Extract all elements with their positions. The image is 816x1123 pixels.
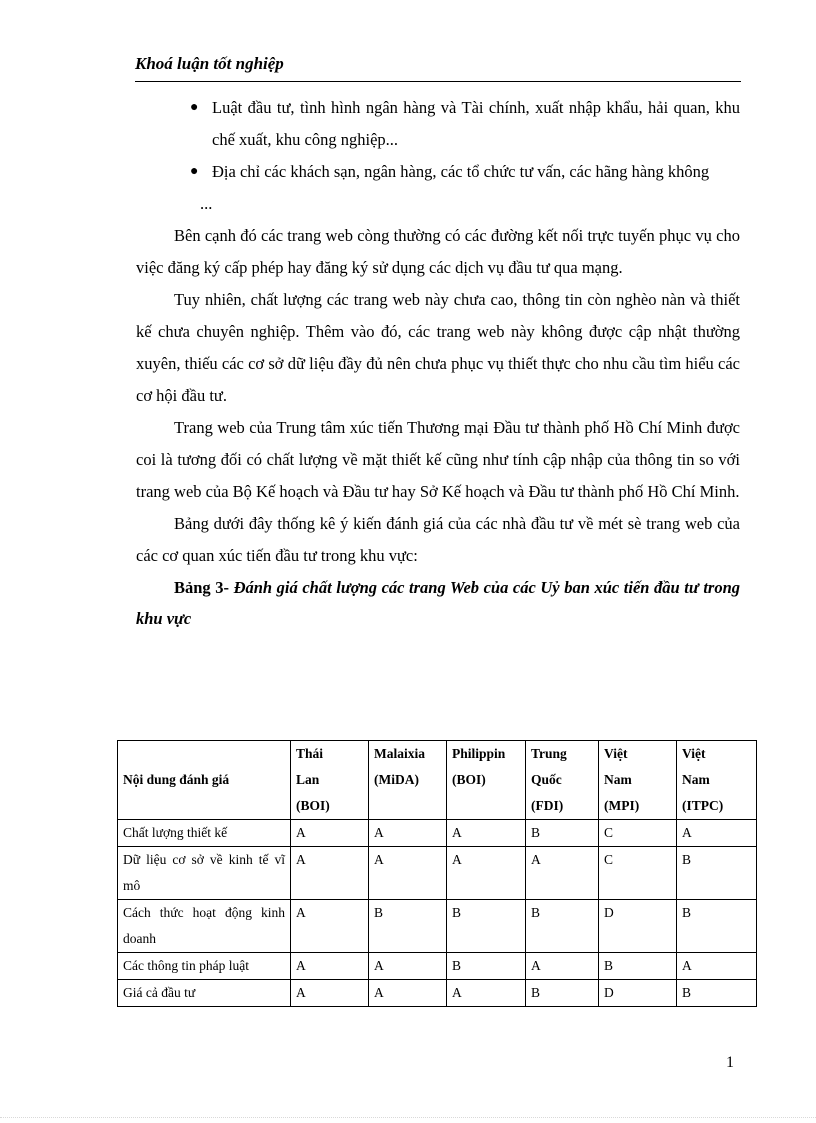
table-caption (136, 572, 740, 634)
rating-cell: B (369, 900, 447, 953)
paragraph-links: Bên cạnh đó các trang web còng thường có các đường kết nối trực tuyến phục vụ cho việc đăng ký cấp phép hay đăng ký sử dụng các dịch vụ đầu tư qua mạng. (136, 226, 740, 277)
rating-cell: D (599, 900, 677, 953)
row-criterion: Giá cả đầu tư (118, 980, 291, 1007)
page-number: 1 (726, 1054, 734, 1071)
row-criterion: Dữ liệu cơ sở về kinh tế vĩ mô (118, 847, 291, 900)
rating-cell: A (677, 820, 757, 847)
rating-cell: B (526, 980, 599, 1007)
rating-cell: C (599, 820, 677, 847)
bullet-item (136, 92, 740, 156)
evaluation-table (117, 740, 757, 1007)
page-content (136, 92, 740, 634)
header-rule (135, 81, 741, 82)
table-row (118, 980, 757, 1007)
bullet-item (136, 156, 740, 188)
header-criteria: Nội dung đánh giá (118, 741, 291, 820)
rating-cell: A (526, 847, 599, 900)
header-vietnam-itpc: Việt Nam (ITPC) (677, 741, 757, 820)
rating-cell: A (677, 953, 757, 980)
row-criterion: Chất lượng thiết kế (118, 820, 291, 847)
rating-cell: A (369, 980, 447, 1007)
rating-cell: D (599, 980, 677, 1007)
rating-cell: A (369, 820, 447, 847)
rating-cell: A (447, 847, 526, 900)
table-row (118, 820, 757, 847)
document-header: Khoá luận tốt nghiệp (135, 54, 284, 73)
bullet-icon: ● (190, 164, 199, 179)
row-criterion: Cách thức hoạt động kinh doanh (118, 900, 291, 953)
ellipsis: ... (200, 194, 213, 213)
header-philippines: Philippin (BOI) (447, 741, 526, 820)
table-caption-text: Đánh giá chất lượng các trang Web của các Uỷ ban xúc tiến đầu tư trong khu vực (136, 578, 740, 628)
rating-cell: A (369, 847, 447, 900)
rating-cell: A (447, 980, 526, 1007)
table-header-row (118, 741, 757, 820)
header-china: Trung Quốc (FDI) (526, 741, 599, 820)
paragraph-quality: Tuy nhiên, chất lượng các trang web này chưa cao, thông tin còn nghèo nàn và thiết kế chưa chuyên nghiệp. Thêm vào đó, các trang web này không được cập nhật thường xuyên, thiếu các cơ sở dữ liệu đầy đủ nên chưa phục vụ thiết thực cho nhu cầu tìm hiểu các cơ hội đầu tư. (136, 290, 740, 405)
header-thailand: Thái Lan (BOI) (291, 741, 369, 820)
paragraph-itpc: Trang web của Trung tâm xúc tiến Thương mại Đầu tư thành phố Hồ Chí Minh được coi là tương đối có chất lượng về mặt thiết kế cũng như tính cập nhập của thông tin so với trang web của Bộ Kế hoạch và Đầu tư hay Sở Kế hoạch và Đầu tư thành phố Hồ Chí Minh. (136, 418, 740, 501)
header-malaysia: Malaixia (MiDA) (369, 741, 447, 820)
page-bottom-divider (0, 1117, 816, 1118)
rating-cell: A (447, 820, 526, 847)
rating-cell: B (526, 900, 599, 953)
rating-cell: B (599, 953, 677, 980)
rating-cell: B (526, 820, 599, 847)
table-row (118, 900, 757, 953)
bullet-text: Địa chỉ các khách sạn, ngân hàng, các tổ chức tư vấn, các hãng hàng không (212, 162, 710, 181)
rating-cell: B (677, 980, 757, 1007)
table-row (118, 847, 757, 900)
rating-cell: B (677, 900, 757, 953)
rating-cell: C (599, 847, 677, 900)
bullet-list (136, 92, 740, 188)
row-criterion: Các thông tin pháp luật (118, 953, 291, 980)
bullet-text: Luật đầu tư, tình hình ngân hàng và Tài chính, xuất nhập khẩu, hải quan, khu chế xuất, khu công nghiệp... (212, 98, 740, 149)
rating-cell: A (291, 900, 369, 953)
paragraph-table-intro: Bảng dưới đây thống kê ý kiến đánh giá của các nhà đầu tư về mét sè trang web của các cơ quan xúc tiến đầu tư trong khu vực: (136, 514, 740, 565)
table-caption-label: Bảng 3- (174, 578, 230, 597)
bullet-icon: ● (190, 100, 199, 115)
rating-cell: A (526, 953, 599, 980)
rating-cell: A (291, 953, 369, 980)
rating-cell: A (291, 820, 369, 847)
rating-cell: A (369, 953, 447, 980)
rating-cell: B (677, 847, 757, 900)
table-row (118, 953, 757, 980)
rating-cell: A (291, 980, 369, 1007)
rating-cell: A (291, 847, 369, 900)
rating-cell: B (447, 900, 526, 953)
rating-cell: B (447, 953, 526, 980)
header-vietnam-mpi: Việt Nam (MPI) (599, 741, 677, 820)
